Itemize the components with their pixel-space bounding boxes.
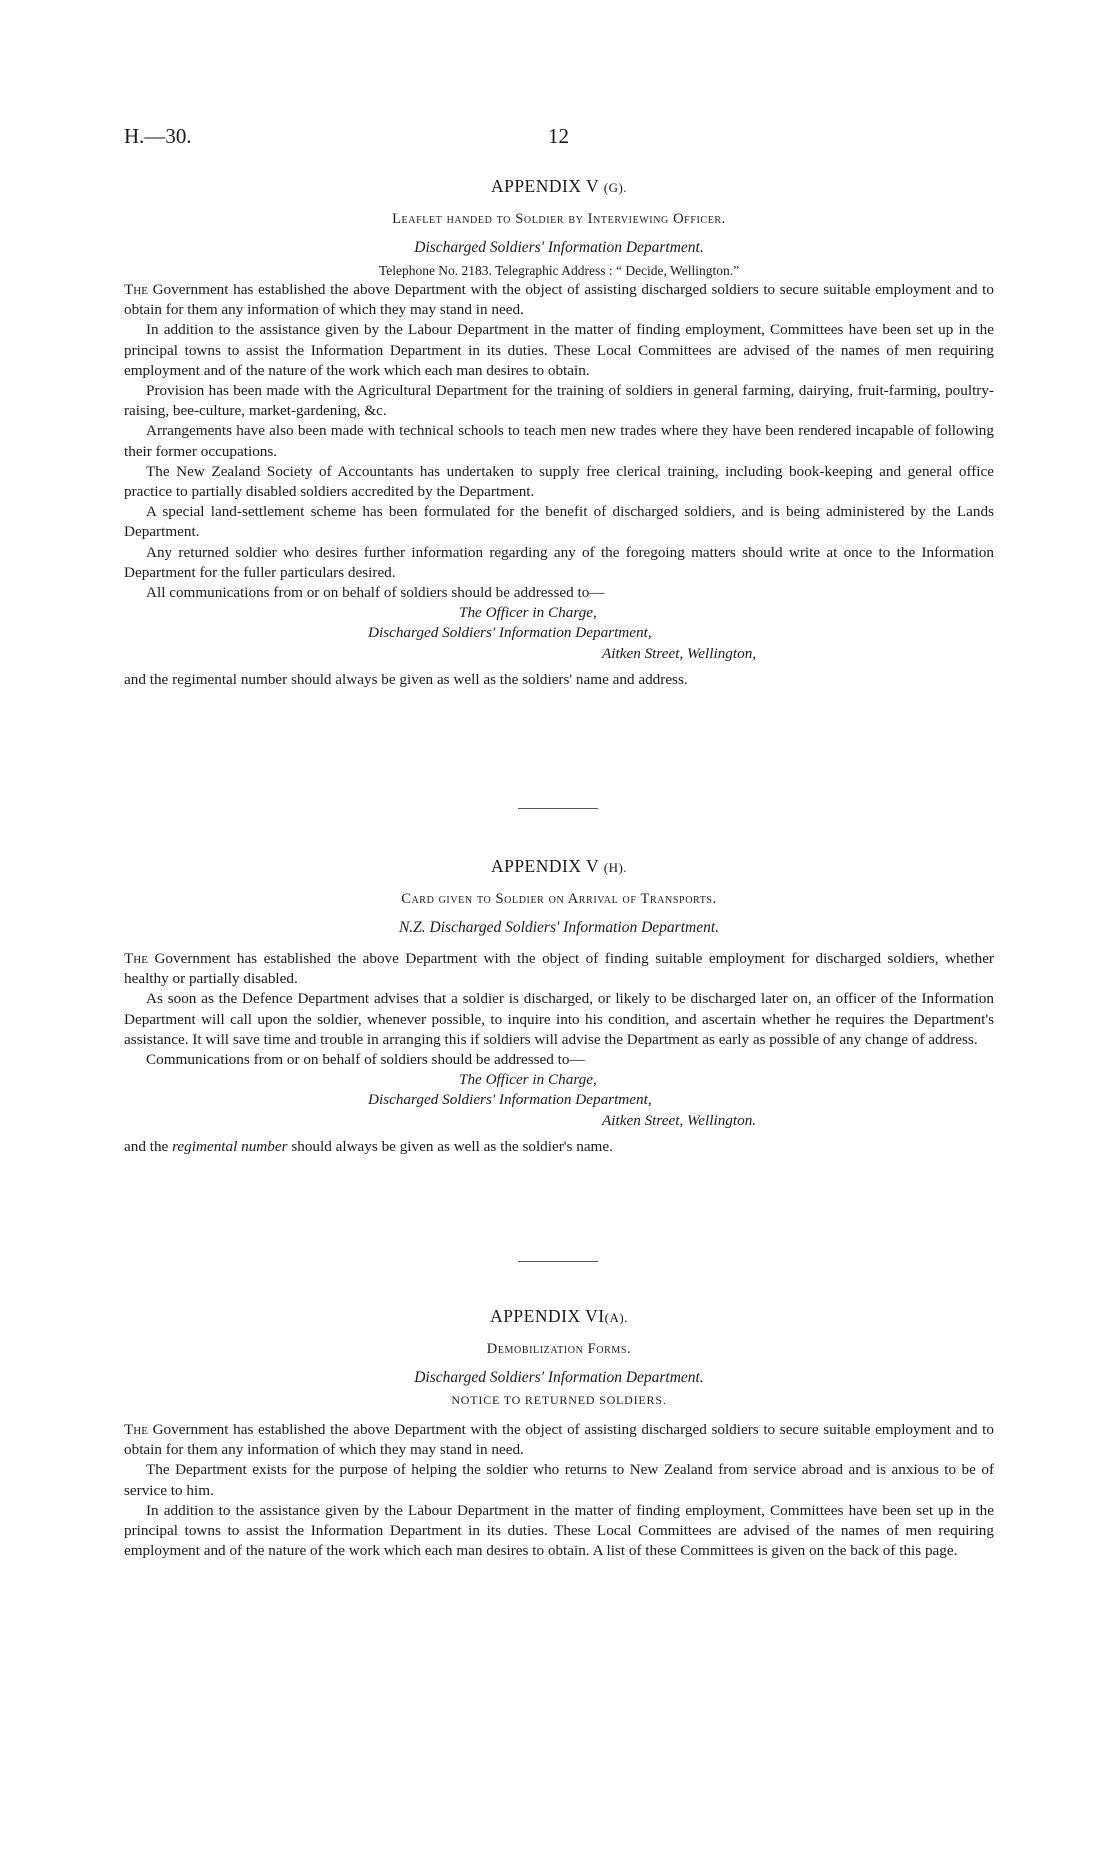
paragraph-lead: The xyxy=(124,950,148,967)
address-block xyxy=(124,1070,994,1131)
appendix-title-suffix: (A). xyxy=(604,1310,628,1325)
forms-subtitle: Demobilization Forms. xyxy=(486,1341,632,1357)
address-line: Discharged Soldiers' Information Department, xyxy=(368,624,652,642)
department-heading: Discharged Soldiers' Information Department. xyxy=(414,239,704,256)
appendix-vi-a xyxy=(124,1306,994,1561)
address-line: Aitken Street, Wellington. xyxy=(602,1111,757,1129)
address-line: Discharged Soldiers' Information Department, xyxy=(368,1091,652,1109)
department-heading: N.Z. Discharged Soldiers' Information Department. xyxy=(398,919,720,936)
appendix-title-main: APPENDIX VI xyxy=(490,1306,605,1326)
appendix-title-main: APPENDIX V xyxy=(490,176,599,196)
appendix-v-h xyxy=(124,856,994,1157)
notice-heading: NOTICE TO RETURNED SOLDIERS. xyxy=(451,1393,667,1407)
section-divider xyxy=(518,1261,598,1262)
paragraph: In addition to the assistance given by the Labour Department in the matter of finding employment, Committees have been set up in the principal towns to assist the Information Department in its duties. These Local Committees are advised of the names of men requiring employment and of the nature of the work which each man desires to obtain. A list of these Committees is given on the back of this page. xyxy=(124,1501,994,1560)
paragraph: All communications from or on behalf of soldiers should be addressed to— xyxy=(146,584,605,602)
card-subtitle: Card given to Soldier on Arrival of Transports. xyxy=(401,891,717,907)
paragraph: As soon as the Defence Department advises that a soldier is discharged, or likely to be discharged later on, an officer of the Information Department will call upon the soldier, whenever possible, to inquire into his condition, and ascertain whether he requires the Department's assistance. It will save time and trouble in arranging this if soldiers will advise the Department as early as possible of any change of address. xyxy=(124,990,994,1048)
department-heading: Discharged Soldiers' Information Department. xyxy=(414,1369,704,1386)
telephone-line: Telephone No. 2183. Telegraphic Address : “ Decide, Wellington.” xyxy=(378,263,740,278)
appendix-title-suffix: (H). xyxy=(603,860,628,875)
paragraph xyxy=(124,280,994,320)
closing-line: and the regimental number should always be given as well as the soldiers' name and address. xyxy=(124,670,688,688)
appendix-title-suffix: (G). xyxy=(603,180,628,195)
address-line: The Officer in Charge, xyxy=(459,604,597,622)
paragraph-text: Government has established the above Department with the object of assisting discharged soldiers to secure suitable employment and to obtain for them any information of which they may stand in need. xyxy=(124,281,994,319)
closing-text: and the xyxy=(124,1137,173,1155)
address-block xyxy=(124,603,994,664)
appendix-v-g xyxy=(124,176,994,690)
paragraph-lead: The xyxy=(124,1421,148,1438)
paragraph: The New Zealand Society of Accountants has undertaken to supply free clerical training, including book-keeping and general office practice to partially disabled soldiers accredited by the Department. xyxy=(124,462,994,501)
paragraph-text: Government has established the above Department with the object of assisting discharged soldiers to secure suitable employment and to obtain for them any information of which they may stand in need. xyxy=(124,1421,994,1459)
appendix-title-main: APPENDIX V xyxy=(490,856,599,876)
paragraph: Arrangements have also been made with technical schools to teach men new trades where they have been rendered incapable of following their former occupations. xyxy=(124,422,994,460)
paragraph: Any returned soldier who desires further information regarding any of the foregoing matters should write at once to the Information Department for the fuller particulars desired. xyxy=(124,543,994,581)
appendix-title xyxy=(124,1306,994,1327)
paragraph: In addition to the assistance given by the Labour Department in the matter of finding employment, Committees have been set up in the principal towns to assist the Information Department in its duties. These Local Committees are advised of the names of men requiring employment and of the nature of the work which each man desires to obtain. xyxy=(124,321,994,379)
paragraph xyxy=(124,1420,994,1460)
paragraph-lead: The xyxy=(124,281,148,298)
page-header xyxy=(124,124,994,154)
paragraph: A special land-settlement scheme has been formulated for the benefit of discharged soldiers, and is being administered by the Lands Department. xyxy=(124,503,994,541)
document-reference: H.—30. xyxy=(124,124,192,148)
paragraph: Communications from or on behalf of soldiers should be addressed to— xyxy=(146,1051,585,1069)
paragraph-text: Government has established the above Department with the object of finding suitable employment for discharged soldiers, whether healthy or partially disabled. xyxy=(124,950,994,988)
paragraph: Provision has been made with the Agricultural Department for the training of soldiers in general farming, dairying, fruit-farming, poultry-raising, bee-culture, market-gardening, &c. xyxy=(124,382,994,420)
paragraph: The Department exists for the purpose of helping the soldier who returns to New Zealand from service abroad and is anxious to be of service to him. xyxy=(124,1461,994,1499)
closing-emphasis: regimental number xyxy=(172,1137,288,1155)
paragraph xyxy=(124,949,994,989)
address-line: The Officer in Charge, xyxy=(459,1071,597,1089)
appendix-title xyxy=(124,176,994,197)
leaflet-subtitle: Leaflet handed to Soldier by Interviewing Officer. xyxy=(392,211,726,227)
section-divider xyxy=(518,808,598,809)
closing-text: should always be given as well as the soldier's name. xyxy=(287,1137,613,1155)
address-line: Aitken Street, Wellington, xyxy=(602,644,757,662)
page-number: 12 xyxy=(548,124,569,148)
closing-line xyxy=(124,1137,994,1157)
appendix-title xyxy=(124,856,994,877)
